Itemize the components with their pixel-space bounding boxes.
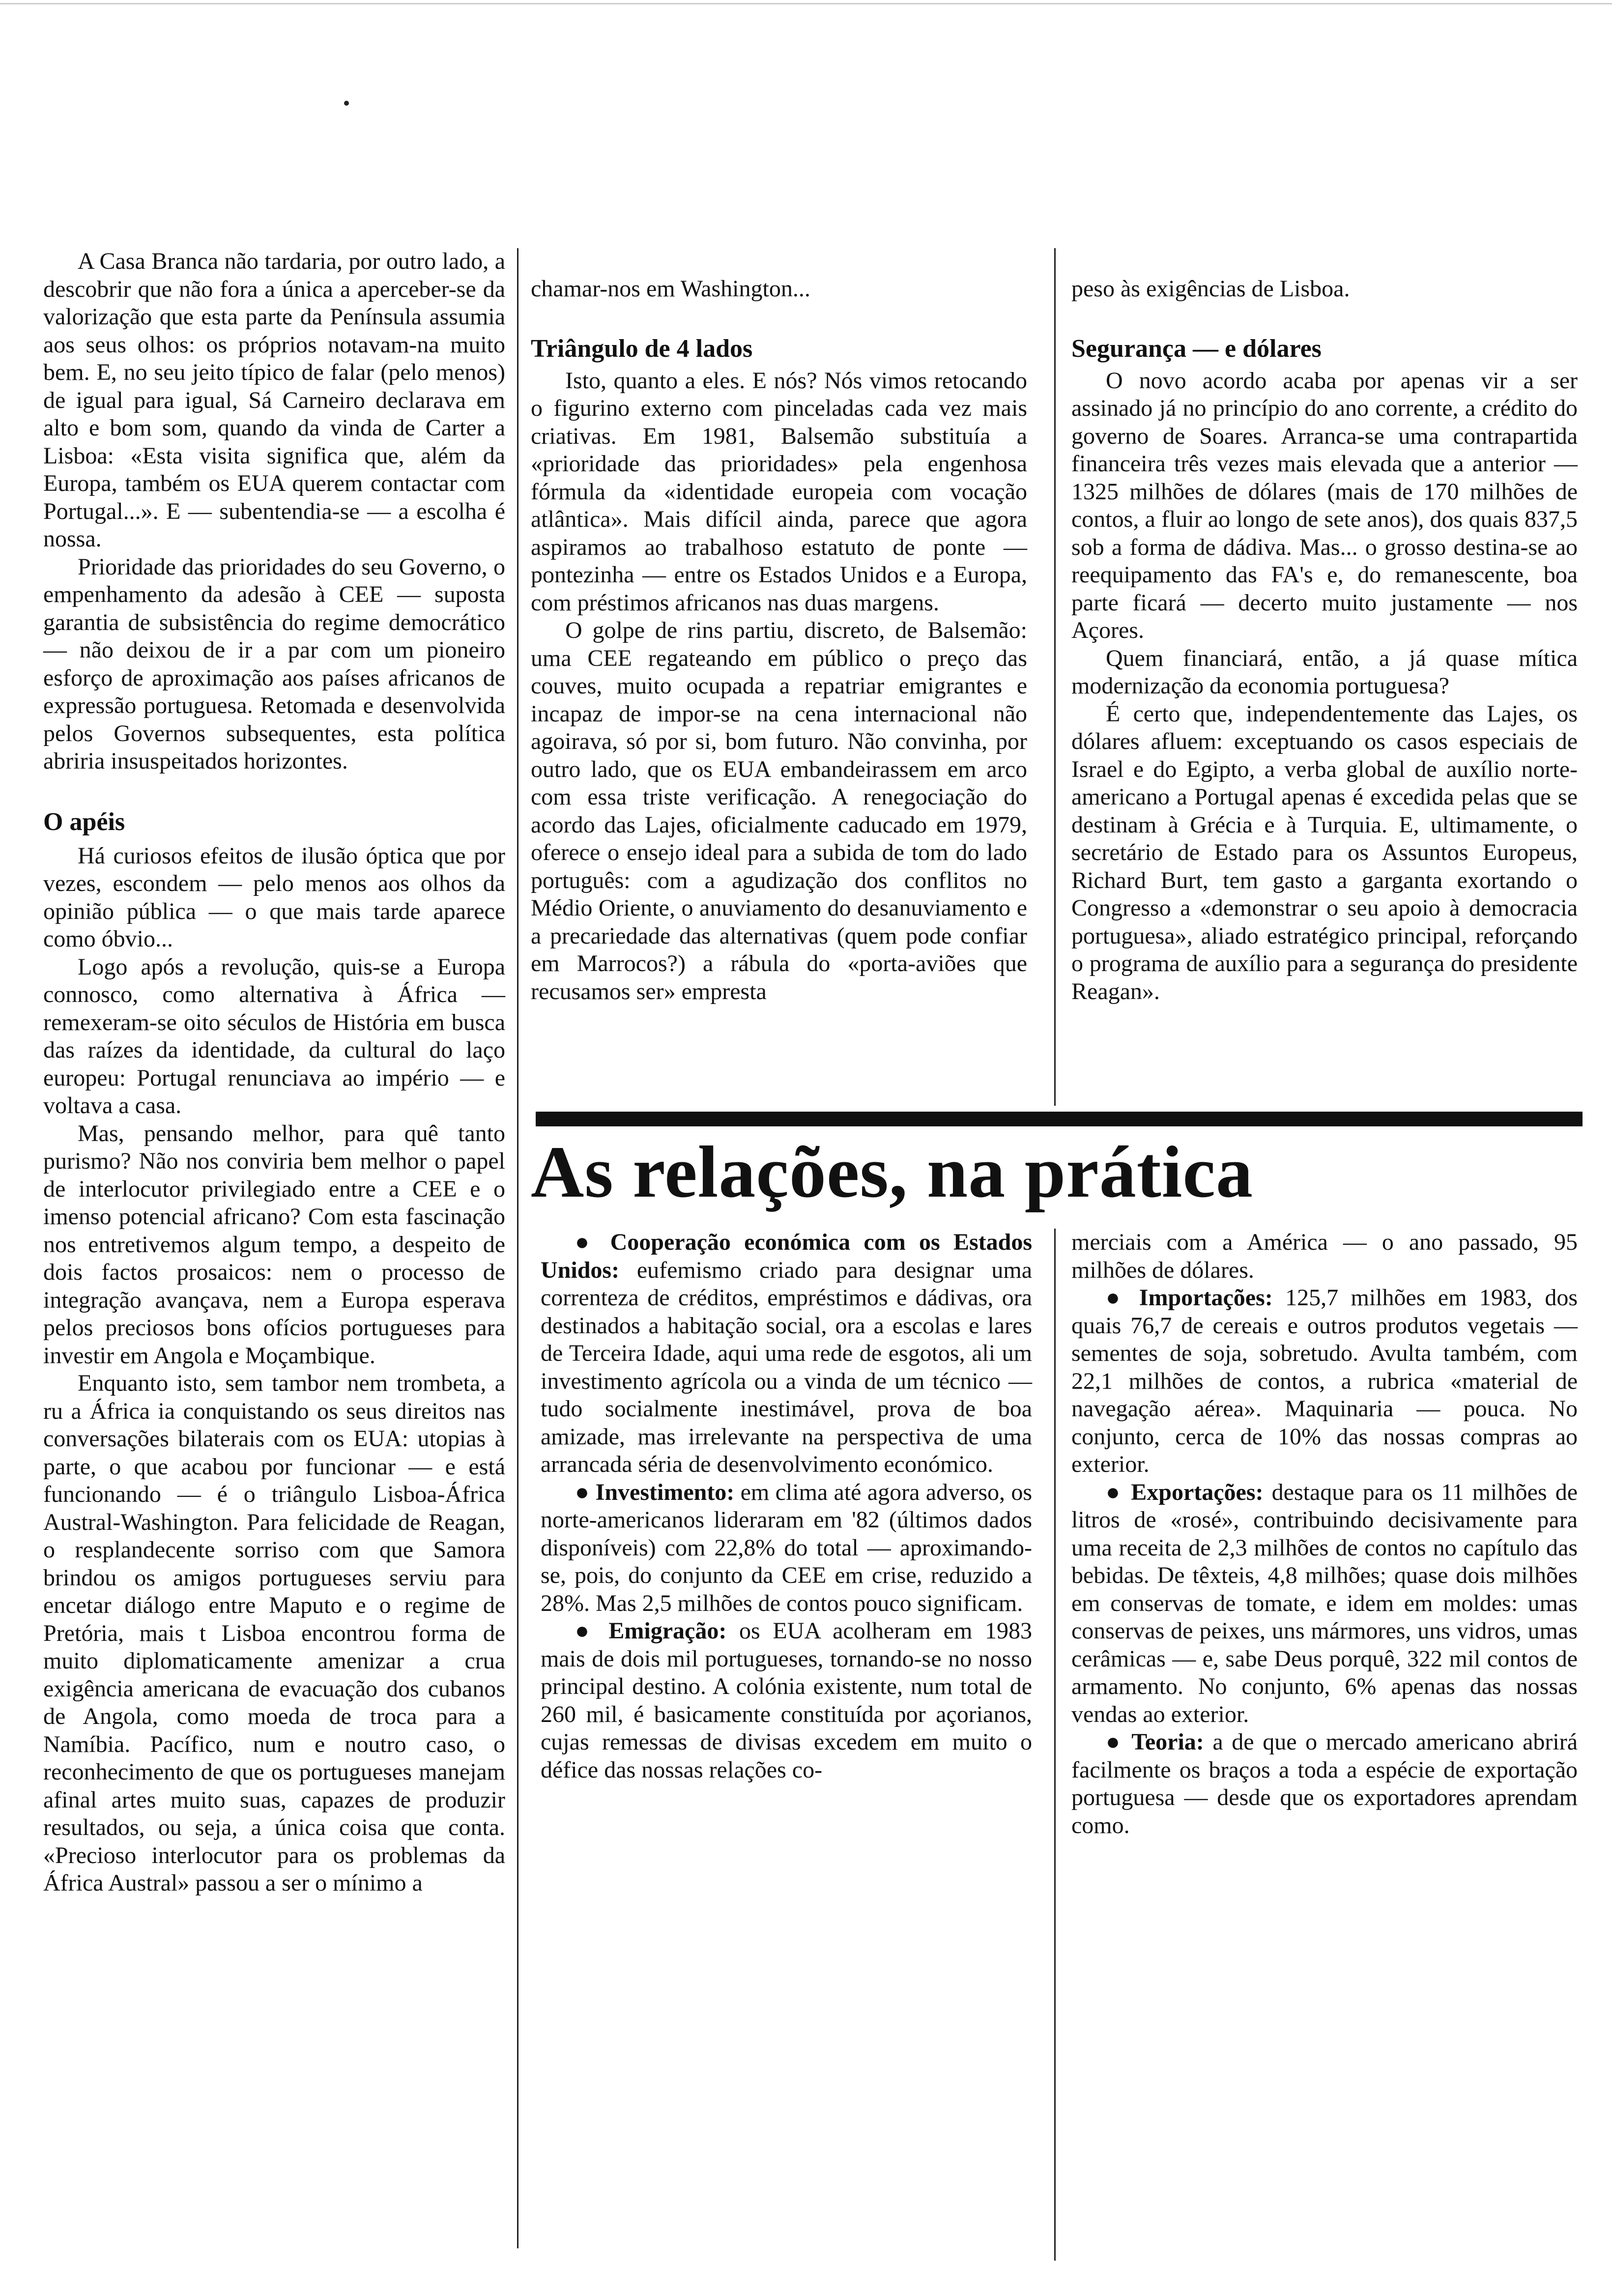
- paragraph: O golpe de rins partiu, discreto, de Balsemão: uma CEE regateando em público o preço das couves, muito ocupada a repatriar emigrantes e incapaz de impor-se na cena internacional não agoirava, só por si, bom futuro. Não convinha, por outro lado, que os EUA embandeirassem em arco com essa triste verificação. A renegociação do acordo das Lajes, oficialmente caducado em 1979, oferece o ensejo ideal para a subida de tom do lado português: com a agudização dos conflitos no Médio Oriente, o anuviamento do desanuviamento e a precariedade das alternativas (quem pode confiar em Marrocos?) a rábula do «porta-aviões que recusamos ser» empresta: [531, 617, 1027, 1004]
- section-heading: Triângulo de 4 lados: [531, 334, 753, 363]
- list-item: ● Exportações: destaque para os 11 milhões de litros de «rosé», contribuindo decisivamente para uma receita de 2,3 milhões de contos no capítulo das bebidas. De têxteis, 4,8 milhões; quase dois milhões em conservas de tomate, e idem em moldes: umas conservas de peixes, uns mármores, uns vidros, umas cerâmicas — e, sabe Deus porquê, 322 mil contos de armamento. No conjunto, 6% apenas das nossas vendas ao exterior.: [1071, 1479, 1578, 1727]
- box-column-2: [1071, 1229, 1578, 1839]
- column-rule: [517, 248, 518, 2248]
- section-heading: O apéis: [43, 807, 125, 836]
- article-column-1: [43, 248, 505, 1897]
- paragraph: O novo acordo acaba por apenas vir a ser assinado já no princípio do ano corrente, a crédito do governo de Soares. Arranca-se uma contrapartida financeira três vezes mais elevada que a anterior — 1325 milhões de dólares (mais de 170 milhões de contos, a fluir ao longo de sete anos), dos quais 837,5 sob a forma de dádiva. Mas... o grosso destina-se ao reequipamento das FA's e, do remanescente, boa parte ficará — decerto muito justamente — nos Açores.: [1071, 367, 1578, 643]
- paragraph: É certo que, independentemente das Lajes, os dólares afluem: exceptuando os casos especiais de Israel e do Egipto, a verba global de auxílio norte-americano a Portugal apenas é excedida pelas que se destinam à Grécia e à Turquia. E, ultimamente, o secretário de Estado para os Assuntos Europeus, Richard Burt, tem gasto a garganta exortando o Congresso a «demonstrar o seu apoio à democracia portuguesa», aliado estratégico principal, reforçando o programa de auxílio para a segurança do presidente Reagan».: [1071, 700, 1578, 1004]
- paragraph: Logo após a revolução, quis-se a Europa connosco, como alternativa à África — remexeram-se oito séculos de História em busca das raízes da identidade, da cultural do laço europeu: Portugal renunciava ao império — e voltava a casa.: [43, 953, 505, 1119]
- paragraph: Prioridade das prioridades do seu Governo, o empenhamento da adesão à CEE — suposta garantia de subsistência do regime democrático — não deixou de ir a par com um pioneiro esforço de aproximação aos países africanos de expressão portuguesa. Retomada e desenvolvida pelos Governos subsequentes, esta política abriria insuspeitados horizontes.: [43, 553, 505, 774]
- column-rule: [1054, 1229, 1056, 2261]
- item-label: Investimento:: [595, 1479, 735, 1505]
- paragraph: Mas, pensando melhor, para quê tanto purismo? Não nos conviria bem melhor o papel de interlocutor privilegiado entre a CEE e o imenso potencial africano? Com esta fascinação nos entretivemos algum tempo, a despeito de dois factos prosaicos: nem o processo de integração avançava, nem a Europa esperava pelos preciosos bons ofícios portugueses para investir em Angola e Moçambique.: [43, 1120, 505, 1369]
- item-text: 125,7 milhões em 1983, dos quais 76,7 de cereais e outros produtos vegetais — sementes de soja, sobretudo. Avulta também, com 22,1 milhões de contos, a rubrica «material de navegação aérea». Maquinaria — pouca. No conjunto, cerca de 10% das nossas compras ao exterior.: [1071, 1285, 1578, 1477]
- list-item: ● Teoria: a de que o mercado americano abrirá facilmente os braços a toda a espécie de exportação portuguesa — desde que os exportadores aprendam como.: [1071, 1729, 1578, 1838]
- paragraph: Enquanto isto, sem tambor nem trombeta, a ru a África ia conquistando os seus direitos nas conversações bilaterais com os EUA: utopias à parte, o que acabou por funcionar — e está funcionando — é o triângulo Lisboa-África Austral-Washington. Para felicidade de Reagan, o resplandecente sorriso com que Samora brindou os amigos portugueses serviu para encetar diálogo entre Maputo e o regime de Pretória, mais t Lisboa encontrou forma de muito diplomaticamente amenizar a crua exigência americana de evacuação dos cubanos de Angola, como moeda de troca para a Namíbia. Pacífico, num e noutro caso, o reconhecimento de que os portugueses manejam afinal artes muito suas, capazes de produzir resultados, ou seja, a única coisa que conta. «Precioso interlocutor para os problemas da África Austral» passou a ser o mínimo a: [43, 1370, 505, 1896]
- section-heading: Segurança — e dólares: [1071, 334, 1322, 363]
- article-column-3: [1071, 275, 1578, 1005]
- list-item: ● Cooperação económica com os Estados Unidos: eufemismo criado para designar uma correnteza de créditos, empréstimos e dádivas, ora destinados a habitação social, ora a escolas e lares de Terceira Idade, aqui uma rede de esgotos, ali um investimento agrícola ou a vinda de um técnico — tudo socialmente inestimável, prova de boa amizade, mas irrelevante na perspectiva de uma arrancada séria de desenvolvimento económico.: [541, 1229, 1032, 1477]
- item-label: Teoria:: [1131, 1729, 1204, 1755]
- box-top-bar: [536, 1112, 1583, 1126]
- box-headline: As relações, na prática: [531, 1131, 1253, 1213]
- paragraph: Há curiosos efeitos de ilusão óptica que por vezes, escondem — pelo menos aos olhos da opinião pública — o que mais tarde aparece como óbvio...: [43, 842, 505, 952]
- paragraph: Quem financiará, então, a já quase mítica modernização da economia portuguesa?: [1071, 645, 1578, 699]
- item-text: a de que o mercado americano abrirá facilmente os braços a toda a espécie de exportação portuguesa — desde que os exportadores aprendam como.: [1071, 1729, 1578, 1838]
- item-label: Emigração:: [608, 1618, 727, 1644]
- paragraph: A Casa Branca não tardaria, por outro lado, a descobrir que não fora a única a aperceber-se da valorização que esta parte da Península assumia aos seus olhos: os próprios notavam-na muito bem. E, no seu jeito típico de falar (pelo menos) de igual para igual, Sá Carneiro declarava em alto e bom som, quando da vinda de Carter a Lisboa: «Esta visita significa que, além da Europa, também os EUA querem contactar com Portugal...». E — subentendia-se — a escolha é nossa.: [43, 248, 505, 552]
- paragraph: chamar-nos em Washington...: [531, 276, 810, 302]
- item-text: destaque para os 11 milhões de litros de «rosé», contribuindo decisivamente para uma receita de 2,3 milhões de contos no capítulo das bebidas. De têxteis, 4,8 milhões; quase dois milhões em conservas de tomate, e idem em moldes: umas conservas de peixes, uns mármores, uns vidros, umas cerâmicas — e, sabe Deus porquê, 322 mil contos de armamento. No conjunto, 6% apenas das nossas vendas ao exterior.: [1071, 1479, 1578, 1727]
- item-text: em clima até agora adverso, os norte-americanos lideraram em '82 (últimos dados disponíveis) com 22,8% do total — aproximando-se, pois, do conjunto da CEE em crise, reduzido a 28%. Mas 2,5 milhões de contos pouco significam.: [541, 1479, 1033, 1616]
- item-label: Exportações:: [1131, 1479, 1264, 1505]
- article-column-2: [531, 275, 1027, 1005]
- print-speck: [344, 101, 349, 106]
- item-label: Cooperação económica com os Estados Unidos:: [541, 1229, 1032, 1283]
- item-label: Importações:: [1139, 1285, 1273, 1311]
- item-text: os EUA acolheram em 1983 mais de dois mil portugueses, tornando-se no nosso principal destino. A colónia existente, num total de 260 mil, é basicamente constituída por açorianos, cujas remessas de divisas excedem em muito o défice das nossas relações co-: [541, 1618, 1032, 1783]
- list-item: ● Emigração: os EUA acolheram em 1983 mais de dois mil portugueses, tornando-se no nosso principal destino. A colónia existente, num total de 260 mil, é basicamente constituída por açorianos, cujas remessas de divisas excedem em muito o défice das nossas relações co-: [541, 1618, 1032, 1783]
- list-item: ● Importações: 125,7 milhões em 1983, dos quais 76,7 de cereais e outros produtos vegetais — sementes de soja, sobretudo. Avulta também, com 22,1 milhões de contos, a rubrica «material de navegação aérea». Maquinaria — pouca. No conjunto, cerca de 10% das nossas compras ao exterior.: [1071, 1285, 1578, 1477]
- list-item: ● Investimento: em clima até agora adverso, os norte-americanos lideraram em '82 (últimos dados disponíveis) com 22,8% do total — aproximando-se, pois, do conjunto da CEE em crise, reduzido a 28%. Mas 2,5 milhões de contos pouco significam.: [541, 1479, 1033, 1616]
- item-text: eufemismo criado para designar uma correnteza de créditos, empréstimos e dádivas, ora destinados a habitação social, ora a escolas e lares de Terceira Idade, aqui uma rede de esgotos, ali um investimento agrícola ou a vinda de um técnico — tudo socialmente inestimável, prova de boa amizade, mas irrelevante na perspectiva de uma arrancada séria de desenvolvimento económico.: [541, 1257, 1032, 1477]
- paragraph: merciais com a América — o ano passado, 95 milhões de dólares.: [1071, 1229, 1578, 1283]
- paragraph: peso às exigências de Lisboa.: [1071, 276, 1350, 302]
- column-rule: [1054, 248, 1056, 1106]
- paragraph: Isto, quanto a eles. E nós? Nós vimos retocando o figurino externo com pinceladas cada vez mais criativas. Em 1981, Balsemão substituía a «prioridade das prioridades» pela engenhosa fórmula da «identidade europeia com vocação atlântica». Mais difícil ainda, parece que agora aspiramos ao trabalhoso estatuto de ponte — pontezinha — entre os Estados Unidos e a Europa, com préstimos africanos nas duas margens.: [531, 367, 1027, 616]
- box-column-1: [541, 1229, 1032, 1784]
- page-top-rule: [0, 3, 1612, 4]
